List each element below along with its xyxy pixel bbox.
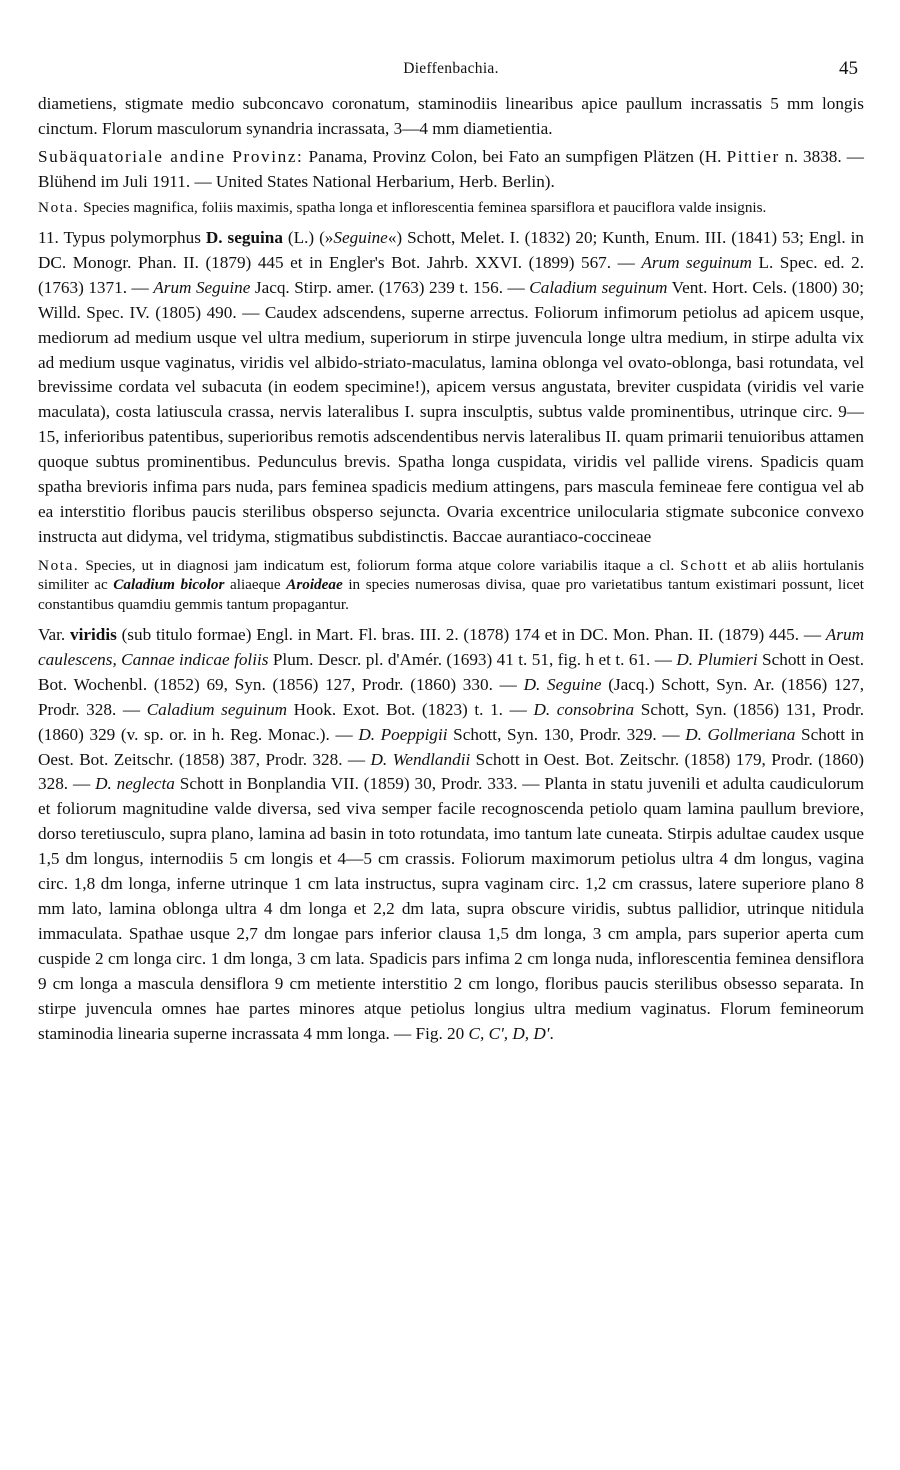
book-page — [38, 58, 864, 1046]
text-run: (L.) (» — [282, 228, 334, 248]
text-run: Species magnifica, foliis maximis, spatha longa et inflorescentia feminea sparsiflora et pauciflora valde insignis. — [79, 198, 767, 216]
vernacular-name: Seguine — [333, 228, 388, 248]
taxon-name: Aroideae — [286, 576, 343, 594]
collector-name: Pittier — [726, 146, 780, 166]
synonym-name: Caladium seguinum — [529, 277, 668, 297]
text-run: Schott, Syn. (1856) 131, Prodr. (1860) 329 (v. sp. or. in h. Reg. Monac.). — — [38, 699, 864, 744]
page-number: 45 — [839, 58, 858, 79]
nota-species-remark — [38, 198, 864, 217]
synonym-name: D. Poeppigii — [358, 724, 448, 744]
nota-label: Nota. — [38, 198, 80, 216]
text-run: «) Schott, Melet. I. (1832) 20; Kunth, Enum. III. (1841) 53; Engl. in DC. Monogr. Phan. II. (1879) 445 et in Engler's Bot. Jahrb. XXVI. (1899) 567. — — [38, 228, 864, 272]
text-run: Hook. Exot. Bot. (1823) t. 1. — — [287, 699, 534, 719]
text-run: . — [549, 1023, 554, 1043]
figure-reference: C, C', D, D' — [468, 1023, 550, 1043]
synonym-name: D. Wendlandii — [370, 749, 471, 769]
synonym-name: Arum caulescens, Cannae indicae foliis — [38, 625, 864, 669]
text-run: (sub titulo formae) Engl. in Mart. Fl. bras. III. 2. (1878) 174 et in DC. Mon. Phan. II. (1879) 445. — — [116, 625, 826, 645]
nota-variability-remark — [38, 556, 864, 614]
synonym-name: D. neglecta — [95, 774, 175, 794]
text-run: Vent. Hort. Cels. (1800) 30; Willd. Spec. IV. (1805) 490. — Caudex adscendens, superne arrectus. Foliorum infimorum petiolus ad apicem usque, mediorum ad medium usque vel ultra medium, superiorum in stirpe juvencula longe ultra medium, in stirpe adulta vix ad medium usque vaginatus, viridis vel albido-striato-maculatus, lamina oblonga vel ovato-oblonga, basi rotundata, vel brevissime cordata vel subacuta (in eodem specimine!), apicem versus angustata, breviter cuspidata (viridis vel varie maculata), costa latiuscula crassa, nervis lateralibus I. supra insculptis, subtus valde prominentibus, utrinque circ. 9—15, inferioribus patentibus, superioribus remotis adscendentibus nervis lateralibus II. quam primarii tenuioribus attamen quoque subtus prominentibus. Pedunculus brevis. Spatha longa cuspidata, viridis vel pallide virens. Spadicis quam spatha brevioris infima pars nuda, pars feminea spadicis medium attingens, pars mascula femineae fere contigua vel ab ea interstitio floribus paucis sterilibus obsperso sejuncta. Ovaria excentrice unilocularia stigmate subconice convexo instructa aut didyma, vel tridyma, stigmatibus subdistinctis. Baccae aurantiaco-coccineae — [38, 277, 864, 546]
species-number: 11. Typus polymorphus — [38, 228, 206, 248]
species-name: D. seguina — [205, 228, 283, 248]
text-run: Schott in Oest. Bot. Zeitschr. (1858) 179, Prodr. (1860) 328. — — [38, 749, 864, 794]
text-run: Panama, Provinz Colon, bei Fato an sumpfigen Plätzen (H. — [303, 146, 727, 166]
text-run: Plum. Descr. pl. d'Amér. (1693) 41 t. 51, fig. h et t. 61. — — [268, 649, 677, 669]
text-run: n. 3838. — Blühend im Juli 1911. — United States National Herbarium, Herb. Berlin). — [38, 146, 864, 191]
text-run: L. Spec. ed. 2. (1763) 1371. — — [38, 252, 864, 297]
synonym-name: D. consobrina — [533, 699, 635, 719]
synonym-name: Arum seguinum — [641, 252, 752, 272]
text-run: aliaeque — [224, 576, 287, 594]
taxon-name: Caladium bicolor — [113, 576, 225, 594]
paragraph-variety-viridis — [38, 623, 864, 1046]
synonym-name: Caladium seguinum — [146, 699, 288, 719]
page-header — [38, 58, 864, 92]
paragraph-distribution — [38, 145, 864, 195]
text-run: Species, ut in diagnosi jam indicatum est, foliorum forma atque colore variabilis itaque a cl. — [79, 556, 681, 574]
variety-name: viridis — [70, 625, 117, 645]
text-run: (Jacq.) Schott, Syn. Ar. (1856) 127, Prodr. 328. — — [38, 674, 864, 719]
paragraph-species-seguina — [38, 226, 864, 550]
text-run: Schott in Bonplandia VII. (1859) 30, Prodr. 333. — Planta in statu juvenili et adulta caudiculorum et foliorum magnitudine valde diversa, sed viva semper facile recognoscenda petiolo quam lamina paullum breviore, dorso teretiusculo, supra plano, lamina ad basin in toto rotundata, imo tantum late cuneata. Stirpis adultae caudex usque 1,5 dm longus, internodiis 5 cm longis et 4—5 cm crassis. Foliorum maximorum petiolus ultra 4 dm longus, vagina circ. 1,8 dm longa, inferne utrinque 1 cm lata instructus, supra vaginam circ. 1,2 cm crassus, latere superiore plano 8 mm lato, lamina oblonga ultra 4 dm longa et 2,2 dm lata, supra obscure viridis, subtus pallidior, utrinque nitidula immaculata. Spathae usque 2,7 dm longae pars inferior clausa 1,5 dm longa, 3 cm ampla, pars superior aperta cum cuspide 2 cm longa circ. 1 dm longa, 3 cm lata. Spadicis pars infima 2 cm longa nuda, inflorescentia feminea densiflora 9 cm longa a mascula densiflora 9 cm metiente interstitio 2 cm longo, floribus paucis sterilibus obsesso separata. In stirpe juvencula omnes hae partes minores atque petiolus longius ultra medium vaginatus. Florum femineorum staminodia linearia superne incrassata 4 mm longa. — Fig. 20 — [38, 774, 864, 1043]
nota-label: Nota. — [38, 556, 80, 574]
text-run: in species numerosas divisa, quae pro varietatibus tantum existimari possunt, licet constantibus quamdiu gemmis tantum propagantur. — [38, 576, 865, 613]
synonym-name: D. Gollmeriana — [685, 724, 796, 744]
region-name: Subäquatoriale andine Provinz: — [38, 146, 304, 166]
synonym-name: D. Plumieri — [676, 649, 758, 669]
synonym-name: D. Seguine — [523, 674, 602, 694]
variety-label: Var. — [38, 625, 70, 645]
text-run: Schott in Oest. Bot. Wochenbl. (1852) 69, Syn. (1856) 127, Prodr. (1860) 330. — — [38, 649, 864, 694]
synonym-name: Arum Seguine — [153, 277, 251, 297]
text-run: Schott, Syn. 130, Prodr. 329. — — [447, 724, 686, 744]
paragraph-stigma-description: diametiens, stigmate medio subconcavo coronatum, staminodiis linearibus apice paullum incrassatis 5 mm longis cinctum. Florum masculorum synandria incrassata, 3—4 mm diametientia. — [38, 94, 864, 138]
text-run: et ab aliis hortulanis similiter ac — [38, 556, 864, 594]
person-name: Schott — [680, 556, 729, 574]
text-run: Schott in Oest. Bot. Zeitschr. (1858) 387, Prodr. 328. — — [38, 724, 864, 769]
text-run: Jacq. Stirp. amer. (1763) 239 t. 156. — — [250, 277, 530, 297]
running-head: Dieffenbachia. — [403, 60, 499, 77]
